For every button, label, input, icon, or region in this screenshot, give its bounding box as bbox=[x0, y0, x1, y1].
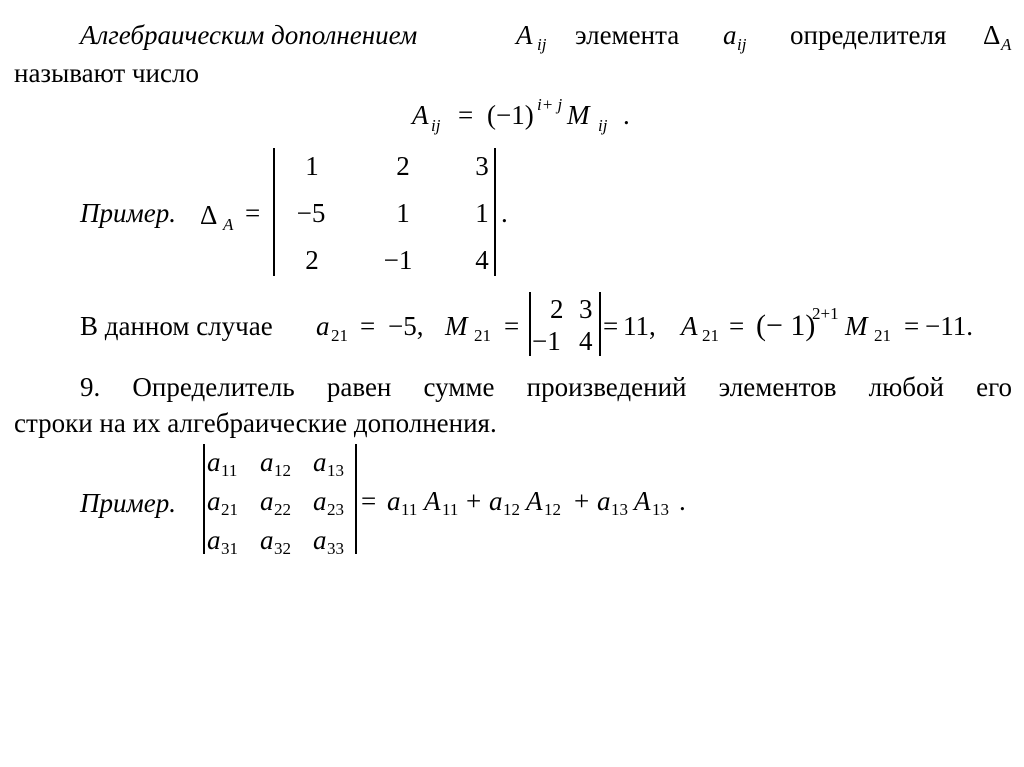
subscript-21: 21 bbox=[702, 326, 719, 345]
term-A-subscript: 11 bbox=[442, 500, 459, 519]
subscript-21: 21 bbox=[474, 326, 491, 345]
matrix-cell: −5 bbox=[296, 198, 326, 228]
M-symbol: M bbox=[445, 311, 468, 341]
definition-term: Алгебраическим дополнением bbox=[80, 20, 418, 50]
matrix-element: a bbox=[313, 525, 327, 555]
subscript-ij: ij bbox=[431, 116, 441, 135]
term-a-subscript: 12 bbox=[503, 500, 520, 519]
superscript-i-plus-j: i+ j bbox=[537, 95, 563, 114]
matrix-cell: 4 bbox=[475, 245, 489, 275]
term-a: a bbox=[387, 486, 401, 516]
minor-cell: 4 bbox=[579, 326, 593, 356]
equals-sign: = bbox=[904, 311, 920, 341]
term-A-subscript: 12 bbox=[544, 500, 561, 519]
matrix-cell: 1 bbox=[305, 151, 319, 181]
property-9-line-1 bbox=[80, 374, 1012, 401]
value-minus-11: −11. bbox=[925, 311, 973, 341]
matrix-element: a bbox=[207, 486, 221, 516]
delta-symbol: Δ bbox=[200, 200, 218, 230]
case-text: В данном случае bbox=[80, 311, 273, 341]
minus-one-paren: (−1) bbox=[487, 100, 534, 130]
equals-sign: = bbox=[245, 198, 261, 228]
a-symbol: a bbox=[723, 20, 737, 50]
term-a: a bbox=[597, 486, 611, 516]
minor-cell: −1 bbox=[532, 326, 561, 356]
subscript-ij-2: ij bbox=[598, 116, 608, 135]
matrix-cell: 1 bbox=[396, 198, 410, 228]
subscript-ij: ij bbox=[537, 35, 547, 54]
matrix-element: a bbox=[207, 525, 221, 555]
term-a: a bbox=[489, 486, 503, 516]
delta-symbol: Δ bbox=[983, 20, 1001, 50]
word-element: элемента bbox=[575, 20, 680, 50]
subscript-21: 21 bbox=[874, 326, 891, 345]
term-a-subscript: 11 bbox=[401, 500, 418, 519]
A-symbol: A bbox=[516, 20, 533, 50]
M-symbol: M bbox=[567, 100, 590, 130]
matrix-element: a bbox=[260, 486, 274, 516]
equals-sign: = bbox=[504, 311, 520, 341]
M-symbol-2: M bbox=[845, 311, 868, 341]
subscript-A: A bbox=[1001, 35, 1012, 54]
property-9-text: 9. Определитель равен сумме произведений элементов любой его bbox=[80, 372, 1012, 402]
minor-cell: 3 bbox=[579, 294, 593, 324]
term-A: A bbox=[526, 486, 543, 516]
minor-right-bar bbox=[599, 292, 601, 356]
determinant-right-bar bbox=[355, 444, 357, 554]
term-A-subscript: 13 bbox=[652, 500, 669, 519]
equals-sign: = bbox=[360, 311, 376, 341]
matrix-element: a bbox=[260, 447, 274, 477]
matrix-subscript: 13 bbox=[327, 461, 344, 480]
definition-line-2: называют число bbox=[14, 58, 199, 88]
equals-sign: = bbox=[729, 311, 745, 341]
plus-sign: + bbox=[466, 486, 482, 516]
equals-sign: = bbox=[603, 311, 619, 341]
matrix-subscript: 22 bbox=[274, 500, 291, 519]
equals-sign: = bbox=[458, 100, 474, 130]
matrix-cell: 2 bbox=[396, 151, 410, 181]
subscript-A: A bbox=[223, 215, 234, 234]
matrix-element: a bbox=[313, 486, 327, 516]
matrix-cell: 1 bbox=[475, 198, 489, 228]
matrix-cell: 3 bbox=[475, 151, 489, 181]
determinant-left-bar bbox=[203, 444, 205, 554]
matrix-subscript: 11 bbox=[221, 461, 238, 480]
matrix-subscript: 32 bbox=[274, 539, 291, 558]
period: . bbox=[501, 198, 508, 228]
term-A: A bbox=[424, 486, 441, 516]
term-A: A bbox=[634, 486, 651, 516]
matrix-subscript: 12 bbox=[274, 461, 291, 480]
minus-one-paren: (− 1) bbox=[756, 309, 816, 342]
equals-sign: = bbox=[361, 486, 377, 516]
matrix-element: a bbox=[207, 447, 221, 477]
minor-left-bar bbox=[529, 292, 531, 356]
example-label: Пример. bbox=[80, 198, 176, 228]
period: . bbox=[623, 100, 630, 130]
subscript-21: 21 bbox=[331, 326, 348, 345]
A-symbol: A bbox=[681, 311, 698, 341]
word-determinant: определителя bbox=[790, 20, 947, 50]
matrix-cell: 2 bbox=[305, 245, 319, 275]
period: . bbox=[679, 486, 686, 516]
minor-cell: 2 bbox=[550, 294, 564, 324]
matrix-subscript: 21 bbox=[221, 500, 238, 519]
superscript-2-plus-1: 2+1 bbox=[812, 304, 839, 323]
matrix-element: a bbox=[313, 447, 327, 477]
A-symbol: A bbox=[412, 100, 429, 130]
matrix-element: a bbox=[260, 525, 274, 555]
term-a-subscript: 13 bbox=[611, 500, 628, 519]
example-label: Пример. bbox=[80, 488, 176, 518]
value-11: 11, bbox=[623, 311, 656, 341]
matrix-cell: −1 bbox=[383, 245, 413, 275]
plus-sign: + bbox=[574, 486, 590, 516]
a-symbol: a bbox=[316, 311, 330, 341]
matrix-subscript: 33 bbox=[327, 539, 344, 558]
subscript-ij-2: ij bbox=[737, 35, 747, 54]
property-9-line-2: строки на их алгебраические дополнения. bbox=[14, 408, 497, 438]
matrix-subscript: 31 bbox=[221, 539, 238, 558]
value-minus-5: −5, bbox=[388, 311, 424, 341]
matrix-subscript: 23 bbox=[327, 500, 344, 519]
determinant-left-bar bbox=[273, 148, 275, 276]
